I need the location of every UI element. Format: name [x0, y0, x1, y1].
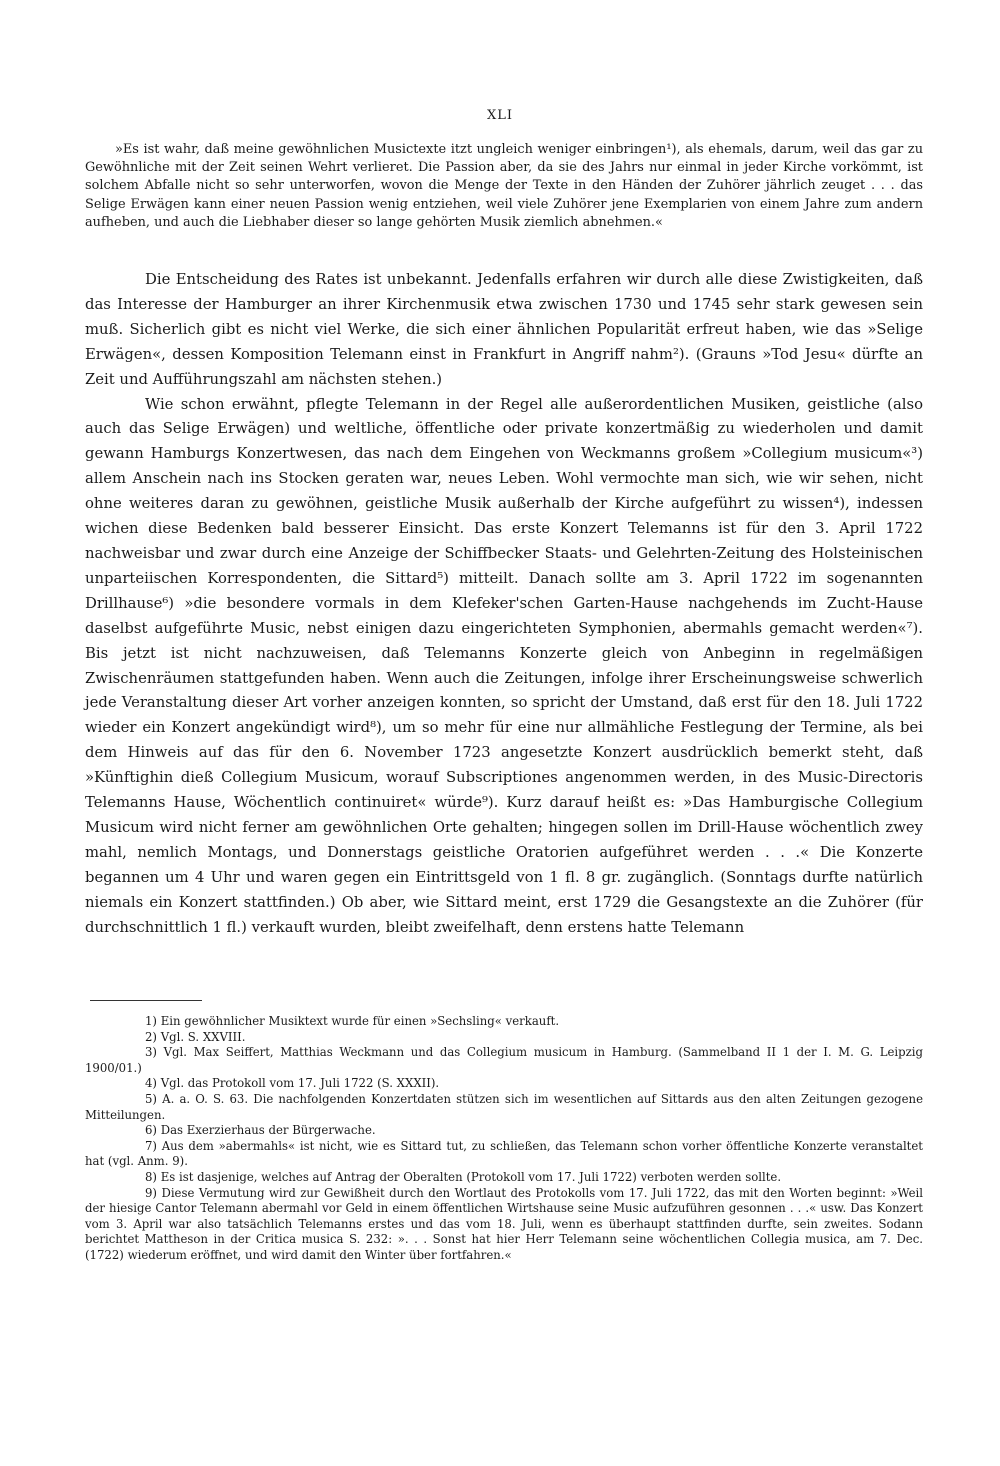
footnote: 1) Ein gewöhnlicher Musiktext wurde für einen »Sechsling« verkauft. [145, 1014, 560, 1028]
main-text [85, 268, 923, 940]
footnote-divider [90, 1000, 202, 1001]
footnote: 6) Das Exerzierhaus der Bürgerwache. [145, 1123, 376, 1138]
page-number: XLI [486, 108, 514, 123]
footnote: 2) Vgl. S. XXVIII. [145, 1029, 246, 1044]
footnote: 4) Vgl. das Protokoll vom 17. Juli 1722 (S. XXXII). [145, 1076, 440, 1091]
block-quote: »Es ist wahr, daß meine gewöhnlichen Musictexte itzt ungleich weniger einbringen¹), als ehemals, darum, weil das gar zu Gewöhnliche mit der Zeit seinen Wehrt verlieret. Die Passion aber, da sie des Jahrs nur einmal in jeder Kirche vorkömmt, ist solchem Abfalle nicht so sehr unterworfen, wovon die Menge der Texte in den Händen der Zuhörer jährlich zeuget . . . das Selige Erwägen kann einer neuen Passion wenig entziehen, weil viele Zuhörer jene Exemplarien von einem Jahre zum andern aufheben, und auch die Liebhaber dieser so lange gehörten Musik ziemlich abnehmen.« [85, 142, 923, 230]
footnote: 5) A. a. O. S. 63. Die nachfolgenden Konzertdaten stützen sich im wesentlichen auf Sittards aus den alten Zeitungen gezogene Mitteilungen. [85, 1091, 923, 1122]
paragraph: Die Entscheidung des Rates ist unbekannt. Jedenfalls erfahren wir durch alle diese Zwistigkeiten, daß das Interesse der Hamburger an ihrer Kirchenmusik etwa zwischen 1730 und 1745 sehr stark gewesen sein muß. Sicherlich gibt es nicht viel Werke, die sich einer ähnlichen Popularität erfreut haben, wie das »Selige Erwägen«, dessen Komposition Telemann einst in Frankfurt in Angriff nahm²). (Grauns »Tod Jesu« dürfte an Zeit und Aufführungszahl am nächsten stehen.) [85, 271, 923, 388]
paragraph: Wie schon erwähnt, pflegte Telemann in der Regel alle außerordentlichen Musiken, geistliche (also auch das Selige Erwägen) und weltliche, öffentliche oder private konzertmäßig zu wiederholen und damit gewann Hamburgs Konzertwesen, das nach dem Eingehen von Weckmanns großem »Collegium musicum«³) allem Anschein nach ins Stocken geraten war, neues Leben. Wohl vermochte man sich, wie wir sehen, nicht ohne weiteres daran zu gewöhnen, geistliche Musik außerhalb der Kirche aufgeführt zu wissen⁴), indessen wichen diese Bedenken bald besserer Einsicht. Das erste Konzert Telemanns ist für den 3. April 1722 nachweisbar und zwar durch eine Anzeige der Schiffbecker Staats- und Gelehrten-Zeitung des Holsteinischen unparteiischen Korrespondenten, die Sittard⁵) mitteilt. Danach sollte am 3. April 1722 im sogenannten Drillhause⁶) »die besondere vormals in dem Klefeker'schen Garten-Hause nachgehends im Zucht-Hause daselbst aufgeführte Music, nebst einigen dazu eingerichteten Symphonien, abermahls gemacht werden«⁷). Bis jetzt ist nicht nachzuweisen, daß Telemanns Konzerte gleich von Anbeginn in regelmäßigen Zwischenräumen stattgefunden haben. Wenn auch die Zeitungen, infolge ihrer Erscheinungsweise schwerlich jede Veranstaltung dieser Art vorher anzeigen konnten, so spricht der Umstand, daß erst für den 18. Juli 1722 wieder ein Konzert angekündigt wird⁸), um so mehr für eine nur allmähliche Festlegung der Termine, als bei dem Hinweis auf das für den 6. November 1723 angesetzte Konzert ausdrücklich bemerkt steht, daß »Künftighin dieß Collegium Musicum, worauf Subscriptiones angenommen werden, in des Music-Directoris Telemanns Hause, Wöchentlich continuiret« würde⁹). Kurz darauf heißt es: »Das Hamburgische Collegium Musicum wird nicht ferner am gewöhnlichen Orte gehalten; hingegen sollen im Drill-Hause wöchentlich zwey mahl, nemlich Montags, und Donnerstags geistliche Oratorien aufgeführet werden . . .« Die Konzerte begannen um 4 Uhr und waren gegen ein Eintrittsgeld von 1 fl. 8 gr. zugänglich. (Sonntags durfte natürlich niemals ein Konzert stattfinden.) Ob aber, wie Sittard meint, erst 1729 die Gesangstexte an die Zuhörer (für durchschnittlich 1 fl.) verkauft wurden, bleibt zweifelhaft, denn erstens hatte Telemann [85, 395, 923, 936]
footnote: 3) Vgl. Max Seiffert, Matthias Weckmann und das Collegium musicum in Hamburg. (Sammelband II 1 der I. M. G. Leipzig 1900/01.) [85, 1045, 923, 1075]
footnote: 8) Es ist dasjenige, welches auf Antrag der Oberalten (Protokoll vom 17. Juli 1722) verboten werden sollte. [145, 1169, 782, 1184]
footnote: 7) Aus dem »abermahls« ist nicht, wie es Sittard tut, zu schließen, das Telemann schon vorher öffentliche Konzerte veranstaltet hat (vgl. Anm. 9). [85, 1138, 923, 1169]
footnote: 9) Diese Vermutung wird zur Gewißheit durch den Wortlaut des Protokolls vom 17. Juli 1722, das mit den Worten beginnt: »Weil der hiesige Cantor Telemann abermahl vor Geld in einem öffentlichen Wirtshause seine Music aufzuführen gesonnen . . .« usw. Das Konzert vom 3. April war also tatsächlich Telemanns erstes und das vom 18. Juli, wenn es überhaupt stattfinden durfte, sein zweites. Sodann berichtet Mattheson in der Critica musica S. 232: ». . . Sonst hat hier Herr Telemann seine wöchentlichen Collegia musica, am 7. Dec. (1722) wiederum eröffnet, und wird damit den Winter über fortfahren.« [85, 1185, 923, 1262]
footnotes [85, 1014, 923, 1264]
